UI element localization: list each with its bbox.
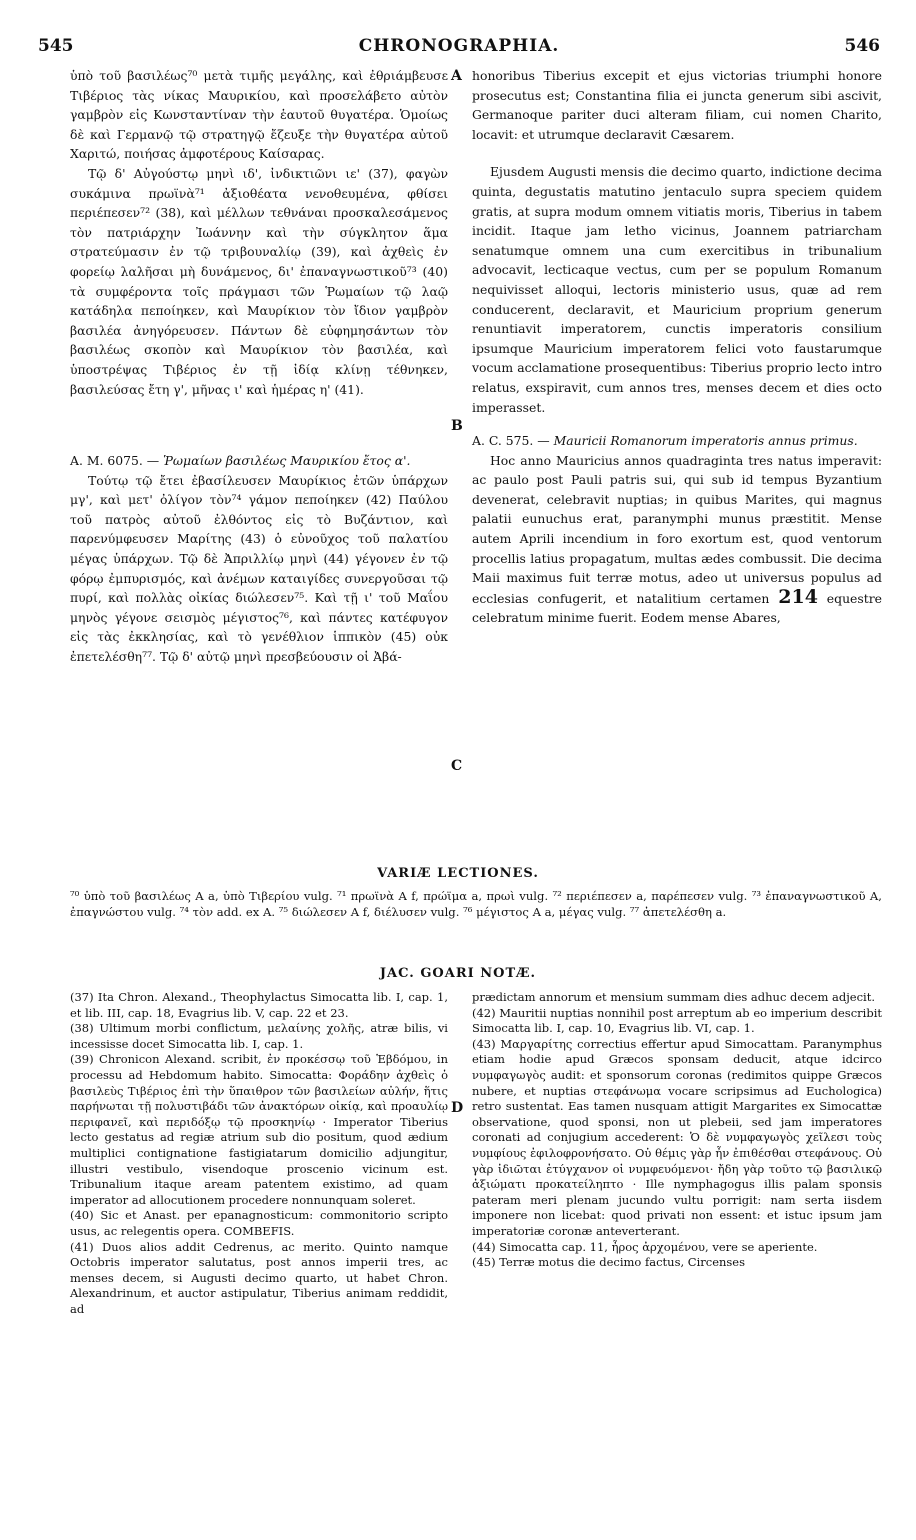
latin-text-column bbox=[472, 66, 882, 628]
variae-lectiones-text: ⁷⁰ ὑπὸ τοῦ βασιλέως A a, ὑπὸ Τιβερίου vulg. ⁷¹ πρωϊνὰ A f, πρώϊμα a, πρωὶ vulg. ⁷² περιέπεσεν a, παρέπεσεν vulg. ⁷³ ἐπαναγνωστικοῦ A, ἐπαγνώστου vulg. ⁷⁴ τὸν add. ex A. ⁷⁵ διώλεσεν A f, διέλυσεν vulg. ⁷⁶ μέγιστος A a, μέγας vulg. ⁷⁷ ἀπετελέσθη a. bbox=[70, 889, 882, 919]
note-item: (43) Μαργαρίτης correctius effertur apud Simocattam. Paranymphus etiam hodie apud Græcos sponsam deducit, atque idcirco νυμφαγωγὸς audit: et sponsorum coronas (redimitos quippe Græcos nubere, et nuptias στεφάνωμα vocare scripsimus ad Euchologica) retro sustentat. Eas tamen nusquam attigit Margarites ex Simocattæ observatione, quod sponsi, non ut plebeii, sed jam imperatores coronati ad conjugium accederent: Ὁ δὲ νυμφαγωγὸς χεῖλεσι τοὺς νυμφίους ἐφιλοφρονήσατο. Οὐ θέμις γὰρ ἦν ἐπιθέσθαι στεφάνους. Οὐ γὰρ ἰδιῶται ἐτύγχανον οἱ νυμφευόμενοι· ἤδη γὰρ τοῦτο τῷ βασιλικῷ ἀξιώματι προκατείληπτο · Ille nymphagogus illis palam sponsis pateram meri plenam jucundo vultu porrigit: nam serta iisdem imponere non licebat: quod privati non essent: et istuc ipsum jam imperatoriæ coronæ anteverterant. bbox=[472, 1036, 882, 1238]
folio-number: 214 bbox=[778, 585, 818, 608]
variae-lectiones bbox=[70, 888, 882, 920]
latin-paragraph: Ejusdem Augusti mensis die decimo quarto, indictione decima quinta, degustatis matutino jentaculo supra speciem quidem gratis, at supra modum omnem vitiatis moris, Tiberius in tabem incidit. Itaque jam letho vicinus, Joannem patriarcham senatumque omnem una cum exercitibus in tribunalium advocavit, lecticaque vectus, cum per se populum Romanum nequivisset alloqui, lectoris ministerio usus, quæ ad rem conducerent, declaravit, et Mauricium proprium generum renuntiavit imperatorem, cunctis imperatoris consilium ipsumque Mauricium imperatorem felici voto faustarumque vocum acclamatione prosequentibus: Tiberius proprio lecto intro relatus, exspiravit, cum annos tres, menses decem et dies octo imperasset. bbox=[472, 164, 882, 415]
margin-marker-b: B bbox=[451, 418, 463, 434]
latin-paragraph bbox=[472, 451, 882, 628]
notes-left-column bbox=[70, 990, 448, 1317]
latin-section-date: A. C. 575. — bbox=[472, 433, 554, 449]
note-item: (41) Duos alios addit Cedrenus, ac merito. Quinto namque Octobris imperator salutatus, post annos imperii tres, ac menses decem, si Augusti decimo quarto, ut habet Chron. Alexandrinum, et auctor astipulatur, Tiberius animam reddidit, ad bbox=[70, 1239, 448, 1316]
running-header bbox=[38, 36, 880, 60]
notae-heading: JAC. GOARI NOTÆ. bbox=[379, 966, 537, 981]
greek-paragraph: ὑπὸ τοῦ βασιλέως⁷⁰ μετὰ τιμῆς μεγάλης, καὶ ἐθριάμβευσε Τιβέριος τὰς νίκας Μαυρικίου, καὶ προσελάβετο αὐτὸν γαμβρὸν εἰς Κωνσταντίναν τὴν ἑαυτοῦ θυγατέρα. Ὁμοίως δὲ καὶ Γερμανῷ τῷ στρατηγῷ ἔζευξε τὴν θυγατέρα αὐτοῦ Χαριτώ, ποιήσας ἀμφοτέρους Καίσαρας. bbox=[70, 68, 448, 162]
notes-right-column bbox=[472, 990, 882, 1271]
latin-text-run: equestre celebratum minime fuerit. Eodem mense Abares, bbox=[472, 590, 882, 626]
note-item: (45) Terræ motus die decimo factus, Circenses bbox=[472, 1255, 746, 1270]
margin-marker-c: C bbox=[451, 758, 463, 774]
note-item: (37) Ita Chron. Alexand., Theophylactus Simocatta lib. I, cap. 1, et lib. III, cap. 18, Evagrius lib. V, cap. 22 et 23. bbox=[70, 990, 448, 1020]
note-item: (38) Ultimum morbi conflictum, μελαίνης χολῆς, atræ bilis, vi incessisse docet Simocatta lib. I, cap. 1. bbox=[70, 1021, 448, 1051]
latin-section-title: Mauricii Romanorum imperatoris annus primus. bbox=[553, 433, 858, 449]
margin-marker-d: D bbox=[451, 1100, 464, 1116]
note-item: (39) Chronicon Alexand. scribit, ἐν προκέσσῳ τοῦ Ἑβδόμου, in processu ad Hebdomum habito. Simocatta: Φοράδην ἀχθεὶς ὁ βασιλεὺς Τιβέριος ἐπὶ τὴν ὕπαιθρον τῶν βασιλείων αὐλήν, ἥτις παρήνωται τῇ πολυστιβάδι τῶν ἀνακτόρων οἰκίᾳ, καὶ προαυλίῳ περιφανεῖ, καὶ περιδόξῳ τῷ προσκηνίῳ · Imperator Tiberius lecto gestatus ad regiæ atrium sub dio positum, quod ædium multiplici contignatione fastigiatarum domicilio adjungitur, illustri vestibulo, visendoque proscenio vicinum est. Tribunalium itaque aream patentem existimo, ad quam imperator ad allocutionem procedere nonnunquam soleret. bbox=[70, 1052, 448, 1207]
note-item: (42) Mauritii nuptias nonnihil post arreptum ab eo imperium describit Simocatta lib. I, cap. 10, Evagrius lib. VI, cap. 1. bbox=[472, 1005, 882, 1036]
latin-section-heading bbox=[472, 431, 882, 451]
note-item: prædictam annorum et mensium summam dies adhuc decem adjecit. bbox=[472, 990, 876, 1004]
running-title: CHRONOGRAPHIA. bbox=[358, 36, 560, 56]
latin-text-run: Hoc anno Mauricius annos quadraginta tres natus imperavit: ac paulo post Pauli patris sui, qui sub id tempus Byzantium devenerat, celebravit nuptias; in quibus Marites, qui magnus palatii eunuchus erat, paranymphi munus præstitit. Mense autem Aprili incendium in foro exortum est, quod ventorum procellis latius propagatum, multas ædes combussit. Die decima Maii maximus fuit terræ motus, adeo ut universus populus ad ecclesias confugerit, et natalitium certamen bbox=[472, 452, 882, 606]
greek-section-title: Ῥωμαίων βασιλέως Μαυρικίου ἔτος α'. bbox=[163, 453, 411, 469]
greek-text-column bbox=[70, 66, 448, 667]
latin-paragraph: honoribus Tiberius excepit et ejus victorias triumphi honore prosecutus est; Constantina filia ei juncta generum sibi ascivit, Germanoque pariter duci alteram filiam, cui nomen Charito, locavit: et utrumque declaravit Cæsarem. bbox=[472, 68, 882, 142]
greek-paragraph: Τούτῳ τῷ ἔτει ἐβασίλευσεν Μαυρίκιος ἐτῶν ὑπάρχων μγ', καὶ μετ' ὀλίγον τὸν⁷⁴ γάμον πεποίηκεν (42) Παύλου τοῦ πατρὸς αὐτοῦ ἐλθόντος εἰς τὸ Βυζάντιον, καὶ παρενύμφευσεν Μαρίτης (43) ὁ εὐνοῦχος τοῦ παλατίου μέγας ὑπάρχων. Τῷ δὲ Ἀπριλλίῳ μηνὶ (44) γέγονεν ἐν τῷ φόρῳ ἐμπυρισμός, καὶ ἀνέμων καταιγίδες συνεργοῦσαι τῷ πυρί, καὶ πολλὰς οἰκίας διώλεσεν⁷⁵. Καὶ τῇ ι' τοῦ Μαΐου μηνὸς γέγονε σεισμὸς μέγιστος⁷⁶, καὶ πάντες κατέφυγον εἰς τὰς ἐκκλησίας, καὶ τὸ γενέθλιον ἱππικὸν (45) οὐκ ἐπετελέσθη⁷⁷. Τῷ δ' αὐτῷ μηνὶ πρεσβεύουσιν οἱ Ἀβά- bbox=[70, 472, 448, 665]
greek-section-heading bbox=[70, 451, 448, 471]
right-page-number: 546 bbox=[844, 36, 880, 56]
left-page-number: 545 bbox=[38, 36, 74, 56]
variae-lectiones-heading: VARIÆ LECTIONES. bbox=[377, 866, 539, 881]
greek-paragraph: Τῷ δ' Αὐγούστῳ μηνὶ ιδ', ἰνδικτιῶνι ιε' (37), φαγὼν συκάμινα πρωϊνὰ⁷¹ ἀξιοθέατα νενοθευμένα, φθίσει περιέπεσεν⁷² (38), καὶ μέλλων τεθνάναι προσκαλεσάμενος τὸν πατριάρχην Ἰωάννην καὶ τὴν σύγκλητον ἅμα στρατεύμασιν ἐν τῷ τριβουναλίῳ (39), καὶ ἀχθεὶς ἐν φορείῳ λαλῆσαι μὴ δυνάμενος, δι' ἐπαναγνωστικοῦ⁷³ (40) τὰ συμφέροντα τοῖς πράγμασι τῶν Ῥωμαίων τῷ λαῷ κατάδηλα πεποίηκεν, καὶ Μαυρίκιον τὸν ἴδιον γαμβρὸν βασιλέα ἀνηγόρευσεν. Πάντων δὲ εὐφημησάντων τὸν βασιλέως σκοπὸν καὶ Μαυρίκιον τὸν βασιλέα, καὶ ὑποστρέψας Τιβέριος ἐν τῇ ἰδίᾳ κλίνῃ τέθνηκεν, βασιλεύσας ἔτη γ', μῆνας ι' καὶ ἡμέρας η' (41). bbox=[70, 165, 448, 397]
margin-marker-a: A bbox=[451, 68, 462, 84]
note-item: (40) Sic et Anast. per epanagnosticum: commonitorio scripto usus, ac relegentis opera. COMBEFIS. bbox=[70, 1208, 448, 1238]
note-item: (44) Simocatta cap. 11, ἦρος ἀρχομένου, vere se aperiente. bbox=[472, 1239, 818, 1254]
greek-section-date: A. M. 6075. — bbox=[70, 453, 164, 469]
